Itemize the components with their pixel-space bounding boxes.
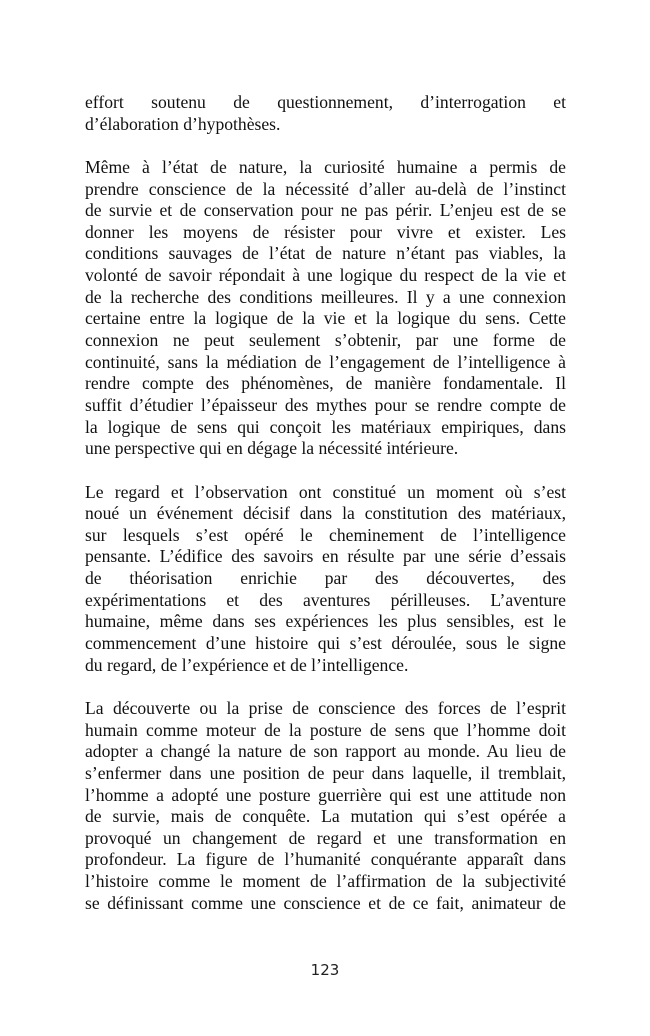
paragraph [85,698,566,914]
text-line: provoqué un changement de regard et une transformation en [85,827,566,848]
text-line: de survie, mais de conquête. La mutation qui s’est opérée a [85,806,566,827]
text-line: une perspective qui en dégage la nécessité intérieure. [85,438,459,459]
text-line: se définissant comme une conscience et de ce fait, animateur de [85,892,566,913]
text-line: continuité, sans la médiation de l’engagement de l’intelligence à [85,351,566,372]
text-line: l’homme a adopté une posture guerrière qui est une attitude non [85,784,566,805]
text-line: donner les moyens de résister pour vivre et exister. Les [85,221,566,242]
text-line: rendre compte des phénomènes, de manière fondamentale. Il [85,373,566,394]
text-line: noué un événement décisif dans la constitution des matériaux, [85,503,566,524]
text-line: Même à l’état de nature, la curiosité humaine a permis de [85,156,566,177]
text-line: sur lesquels s’est opéré le cheminement de l’intelligence [85,524,566,545]
text-line: La découverte ou la prise de conscience des forces de l’esprit [85,697,566,718]
text-line: Le regard et l’observation ont constitué un moment où s’est [85,481,566,502]
page-body [85,92,566,936]
text-line: commencement d’une histoire qui s’est déroulée, sous le signe [85,633,566,654]
text-line: certaine entre la logique de la vie et la logique du sens. Cette [85,308,566,329]
paragraph [85,92,566,135]
text-line: de théorisation enrichie par des découvertes, des [85,568,566,589]
text-line: suffit d’étudier l’épaisseur des mythes pour se rendre compte de [85,394,566,415]
text-line: pensante. L’édifice des savoirs en résulte par une série d’essais [85,546,566,567]
text-line: conditions sauvages de l’état de nature n’étant pas viables, la [85,243,566,264]
text-line: humain comme moteur de la posture de sens que l’homme doit [85,719,566,740]
page-number: 123 [310,961,340,979]
paragraph [85,157,566,460]
text-line: la logique de sens qui conçoit les matériaux empiriques, dans [85,416,566,437]
text-line: effort soutenu de questionnement, d’interrogation et [85,92,566,112]
text-line: du regard, de l’expérience et de l’intelligence. [85,654,409,675]
text-line: connexion ne peut seulement s’obtenir, par une forme de [85,330,566,351]
text-line: expérimentations et des aventures périlleuses. L’aventure [85,589,566,610]
text-line: humaine, même dans ses expériences les plus sensibles, est le [85,611,566,632]
text-line: de survie et de conservation pour ne pas périr. L’enjeu est de se [85,200,566,221]
text-line: s’enfermer dans une position de peur dans laquelle, il tremblait, [85,762,566,783]
paragraph [85,482,566,677]
text-line: l’histoire comme le moment de l’affirmation de la subjectivité [85,871,566,892]
text-line: prendre conscience de la nécessité d’aller au-delà de l’instinct [85,178,566,199]
text-line: d’élaboration d’hypothèses. [85,113,281,134]
text-line: volonté de savoir répondait à une logique du respect de la vie et [85,265,566,286]
text-line: profondeur. La figure de l’humanité conquérante apparaît dans [85,849,566,870]
text-line: de la recherche des conditions meilleures. Il y a une connexion [85,286,566,307]
text-line: adopter a changé la nature de son rapport au monde. Au lieu de [85,741,566,762]
